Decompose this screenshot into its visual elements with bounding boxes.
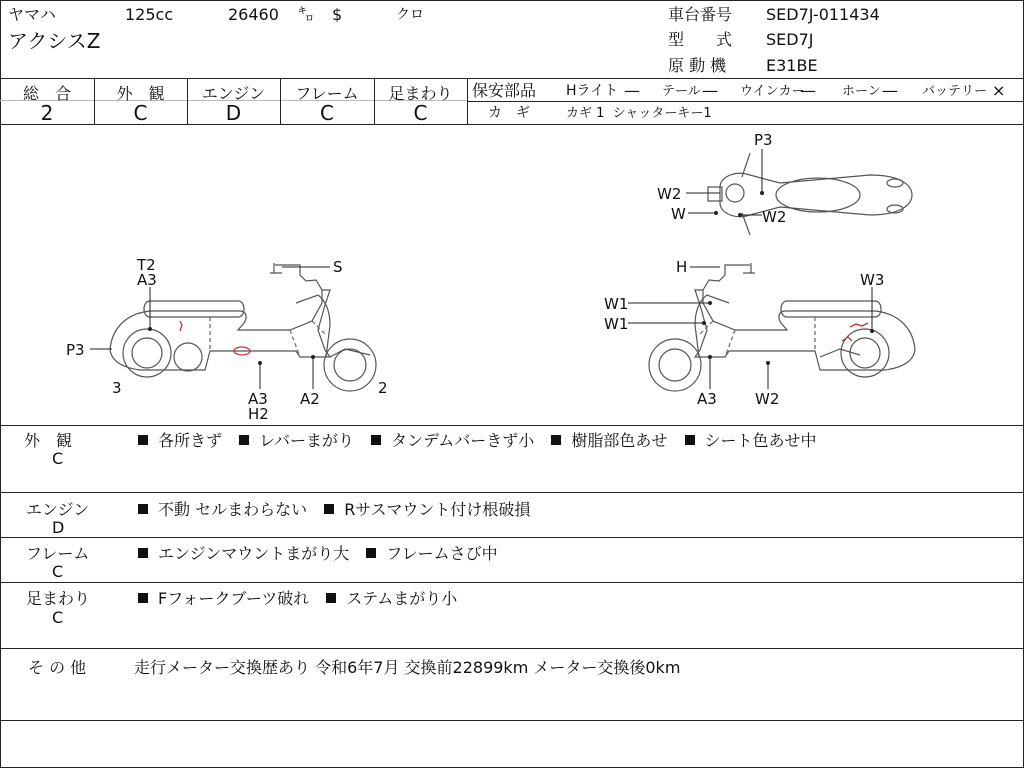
section-notes xyxy=(138,586,469,609)
grade-label-engine: エンジン xyxy=(201,84,266,103)
engine-label: 原 動 機 xyxy=(668,56,727,75)
label-s: S xyxy=(333,258,343,276)
divider xyxy=(467,78,468,124)
label-w1: W1 xyxy=(604,295,629,313)
safety-tail: テール xyxy=(662,84,701,99)
section-label: そ の 他 xyxy=(28,658,87,677)
safety-battery-value: × xyxy=(992,81,1006,100)
label-h: H xyxy=(676,258,688,276)
section-notes xyxy=(138,428,829,451)
color: クロ xyxy=(396,7,424,23)
key-value: カギ 1 シャッターキー1 xyxy=(566,106,712,121)
note-item: タンデムバーきず小 xyxy=(391,431,535,450)
divider xyxy=(0,648,1024,649)
note-item: Fフォークブーツ破れ xyxy=(158,589,310,608)
safety-label: 保安部品 xyxy=(472,81,537,100)
grade-label-exterior: 外 観 xyxy=(116,84,165,103)
note-item: フレームさび中 xyxy=(386,544,498,563)
safety-winker: ウインカー xyxy=(740,84,805,99)
note-item: ステムまがり小 xyxy=(346,589,458,608)
grade-value-frame: C xyxy=(320,101,334,125)
grade-value-exterior: C xyxy=(133,101,148,125)
label-w3: W3 xyxy=(860,271,885,289)
section-label: 外 観 xyxy=(24,431,73,450)
type-value: SED7J xyxy=(766,30,814,49)
section-grade: C xyxy=(52,608,64,627)
section-grade: C xyxy=(52,562,64,581)
scooter-top-view xyxy=(708,153,912,235)
note-item: レバーまがり xyxy=(259,431,354,450)
note-item: Rサスマウント付け根破損 xyxy=(344,500,531,519)
safety-winker-value: — xyxy=(800,81,816,100)
label-a3: A3 xyxy=(137,271,157,289)
section-grade: C xyxy=(52,449,64,468)
label-2: 2 xyxy=(378,379,388,397)
engine-value: E31BE xyxy=(766,56,818,75)
safety-tail-value: — xyxy=(702,81,718,100)
grade-label-overall: 総 合 xyxy=(22,84,71,103)
divider xyxy=(0,720,1024,721)
note-item: 各所きず xyxy=(158,431,223,450)
label-3: 3 xyxy=(112,379,122,397)
label-w2: W2 xyxy=(657,185,682,203)
section-label: フレーム xyxy=(26,544,90,563)
type-label: 型 式 xyxy=(668,30,733,49)
divider xyxy=(0,537,1024,538)
note-item: 不動 セルまわらない xyxy=(158,500,308,519)
label-w2: W2 xyxy=(755,390,780,408)
label-t2: T2 xyxy=(137,256,156,274)
label-a3: A3 xyxy=(248,390,268,408)
frame-no: SED7J-011434 xyxy=(766,5,880,24)
label-h2: H2 xyxy=(248,405,269,423)
section-notes xyxy=(138,541,510,564)
safety-headlight-value: — xyxy=(624,81,640,100)
divider xyxy=(0,425,1024,426)
divider xyxy=(0,582,1024,583)
safety-horn: ホーン xyxy=(842,84,881,99)
frame-no-label: 車台番号 xyxy=(668,5,733,24)
note-item: エンジンマウントまがり大 xyxy=(158,544,350,563)
note-item: シート色あせ中 xyxy=(704,431,817,450)
grade-value-engine: D xyxy=(225,101,242,125)
grade-value-suspension: C xyxy=(413,101,428,125)
displacement: 125cc xyxy=(125,5,174,24)
divider xyxy=(0,78,1024,79)
currency: $ xyxy=(332,5,343,24)
section-notes xyxy=(138,497,542,520)
grade-value-overall: 2 xyxy=(40,101,54,125)
safety-horn-value: — xyxy=(882,81,898,100)
section-label: エンジン xyxy=(26,500,90,519)
note-item: 樹脂部色あせ xyxy=(571,431,668,450)
mileage-unit: ㌔ xyxy=(298,5,315,24)
safety-battery: バッテリー xyxy=(922,84,988,99)
label-w: W xyxy=(671,205,686,223)
key-label: カ ギ xyxy=(488,105,530,121)
divider xyxy=(0,492,1024,493)
label-p3: P3 xyxy=(66,341,85,359)
other-notes: 走行メーター交換歴あり 令和6年7月 交換前22899km メーター交換後0km xyxy=(134,658,681,677)
grade-label-suspension: 足まわり xyxy=(388,84,453,103)
mileage: 26460 xyxy=(228,5,279,24)
label-w1: W1 xyxy=(604,315,629,333)
label-w2: W2 xyxy=(762,208,787,226)
label-p3: P3 xyxy=(754,131,773,149)
model-name: アクシスZ xyxy=(8,29,101,53)
label-a2: A2 xyxy=(300,390,320,408)
grade-label-frame: フレーム xyxy=(295,84,359,103)
maker: ヤマハ xyxy=(8,5,56,24)
label-a3: A3 xyxy=(697,390,717,408)
section-label: 足まわり xyxy=(26,589,91,608)
divider xyxy=(468,101,1024,102)
safety-headlight: Hライト xyxy=(566,83,619,99)
section-grade: D xyxy=(52,518,65,537)
